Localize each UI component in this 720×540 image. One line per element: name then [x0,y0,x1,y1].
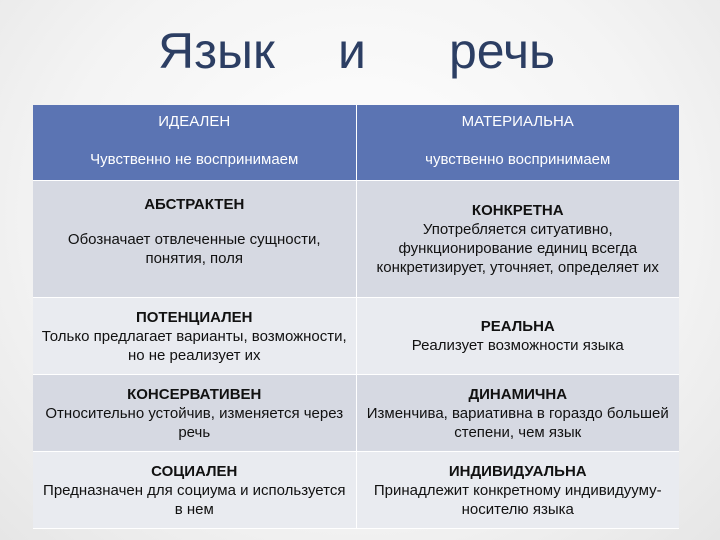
table-row [33,452,679,529]
header-subcell-speech: чувственно воспринимаем [356,138,679,181]
comparison-table [33,105,679,529]
table-header-row [33,138,679,181]
cell-text: Обозначает отвлеченные сущности, понятия, поля [67,230,321,267]
slide-title [0,22,720,92]
header-subcell-language: Чувственно не воспринимаем [33,138,356,181]
cell-caption: ИНДИВИДУАЛЬНА [448,462,587,480]
cell-caption: СОЦИАЛЕН [151,462,238,480]
table-row [33,181,679,298]
table-cell-speech [356,375,679,452]
cell-text: Принадлежит конкретному индивидууму-носителю языка [373,481,662,518]
cell-text: Употребляется ситуативно, функционирование единиц всегда конкретизирует, уточняет, определяет их [376,221,659,276]
table-row [33,375,679,452]
cell-caption: КОНКРЕТНА [471,202,564,219]
cell-text: Изменчива, вариативна в гораздо большей степени, чем язык [366,404,669,441]
table-cell-speech [356,181,679,298]
header-cell-speech: МАТЕРИАЛЬНА [356,105,679,138]
table-row [33,298,679,375]
header-cell-language: ИДЕАЛЕН [33,105,356,138]
cell-text: Относительно устойчив, изменяется через речь [45,404,344,441]
cell-caption: РЕАЛЬНА [480,318,555,335]
cell-text: Предназначен для социума и используется в нем [43,481,346,518]
title-word-and: и [338,23,366,79]
cell-caption: ДИНАМИЧНА [468,385,568,403]
cell-text: Реализует возможности языка [411,337,624,354]
table-cell-language [33,181,356,298]
table-header-row [33,105,679,138]
table-cell-speech [356,452,679,529]
table-cell-language [33,375,356,452]
table-cell-language [33,452,356,529]
cell-caption: КОНСЕРВАТИВЕН [127,385,262,403]
title-word-speech: речь [449,23,556,79]
cell-caption: ПОТЕНЦИАЛЕН [135,308,253,326]
cell-text: Только предлагает варианты, возможности, но не реализует их [41,327,347,364]
table-cell-language [33,298,356,375]
cell-caption: АБСТРАКТЕН [144,195,245,213]
table-cell-speech [356,298,679,375]
title-word-language: Язык [158,23,275,79]
